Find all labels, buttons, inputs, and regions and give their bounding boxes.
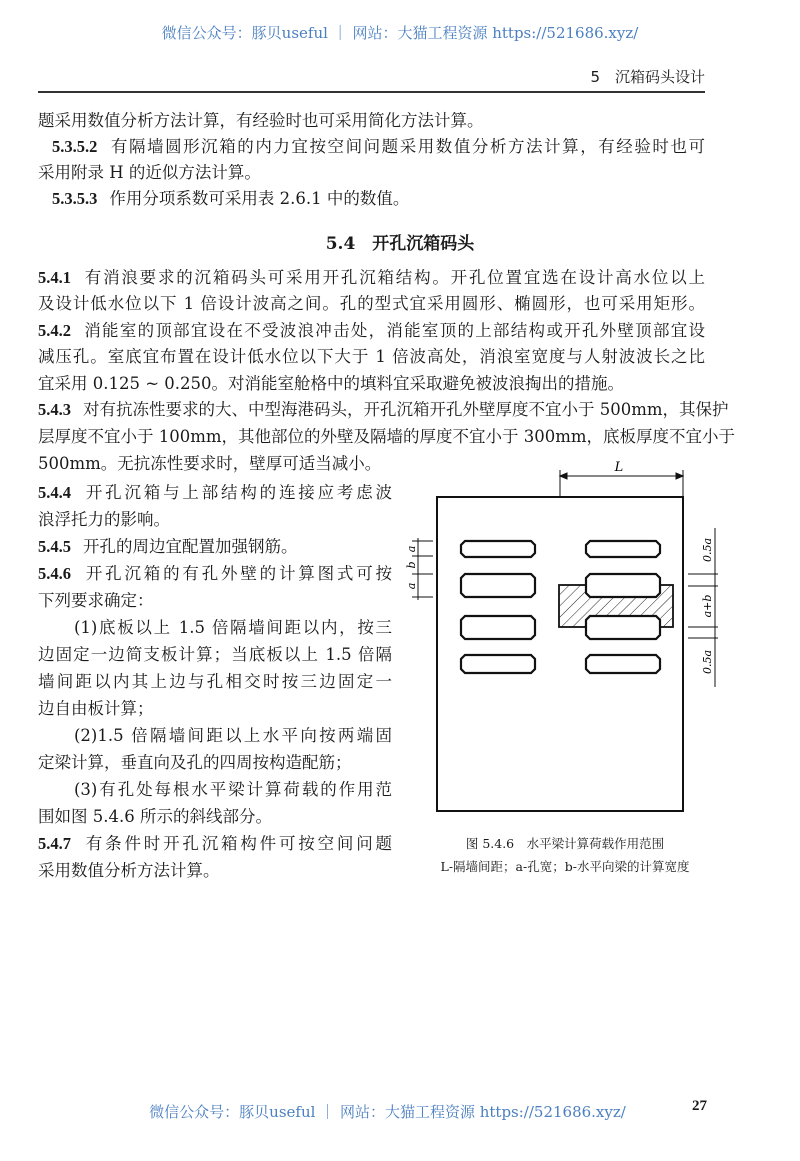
paragraph-line: 浪浮托力的影响。 xyxy=(38,510,170,529)
clause-number: 5.4.6 xyxy=(38,564,71,583)
opening xyxy=(461,541,535,557)
running-header: 5 沉箱码头设计 xyxy=(590,68,705,86)
page-number: 27 xyxy=(692,1098,707,1114)
label-a-plus-b: a+b xyxy=(701,594,714,618)
paragraph-line: 500mm。无抗冻性要求时，壁厚可适当减小。 xyxy=(38,454,382,473)
clause-text: 对有抗冻性要求的大、中型海港码头，开孔沉箱开孔外壁厚度不宜小于 500mm，其保护 xyxy=(83,400,729,419)
clause-number: 5.4.2 xyxy=(38,321,71,340)
clause-number: 5.4.5 xyxy=(38,537,71,556)
clause-text: 开孔沉箱与上部结构的连接应考虑波 xyxy=(83,483,392,502)
figure-caption: 图 5.4.6 水平梁计算荷载作用范围 xyxy=(465,836,665,851)
paragraph-line: 宜采用 0.125 ~ 0.250。对消能室舱格中的填料宜采取避免被波浪掏出的措施。 xyxy=(38,374,625,393)
paragraph-line: 层厚度不宜小于 100mm，其他部位的外壁及隔墙的厚度不宜小于 300mm，底板厚度不宜小于 xyxy=(38,427,736,446)
label-L: L xyxy=(614,460,624,475)
paragraph-line: 减压孔。室底宜布置在设计低水位以下大于 1 倍波高处，消浪室宽度与人射波波长之比 xyxy=(38,347,705,366)
clause-text: 开孔沉箱的有孔外壁的计算图式可按 xyxy=(83,564,392,583)
paragraph-line: 下列要求确定： xyxy=(38,591,154,610)
list-item-3: (3)有孔处每根水平梁计算荷载的作用范 xyxy=(74,780,392,799)
clause-number: 5.4.1 xyxy=(38,268,71,287)
label-0-5a: 0.5a xyxy=(701,537,714,563)
list-item-2: (2)1.5 倍隔墙间距以上水平向按两端固 xyxy=(74,726,392,745)
section-title: 5.4 开孔沉箱码头 xyxy=(325,234,475,254)
opening xyxy=(586,541,660,557)
list-item-1: (1)底板以上 1.5 倍隔墙间距以内，按三 xyxy=(74,618,392,637)
paragraph-line: 边自由板计算； xyxy=(38,699,154,718)
opening xyxy=(461,655,535,673)
clause-text: 开孔的周边宜配置加强钢筋。 xyxy=(83,537,298,556)
opening xyxy=(461,574,535,597)
clause-number: 5.4.3 xyxy=(38,400,71,419)
clause-number: 5.4.4 xyxy=(38,483,71,502)
opening xyxy=(461,616,535,639)
watermark-bottom: 微信公众号：豚贝useful ｜ 网站：大猫工程资源 https://521686.xyz/ xyxy=(149,1103,626,1121)
figure-legend: L-隔墙间距；a-孔宽；b-水平向梁的计算宽度 xyxy=(440,859,690,874)
opening xyxy=(586,574,660,597)
paragraph-line: 及设计低水位以下 1 倍设计波高之间。孔的型式宜采用圆形、椭圆形，也可采用矩形。 xyxy=(38,294,705,313)
paragraph-line: 采用数值分析方法计算。 xyxy=(38,861,220,880)
label-a: a xyxy=(405,582,418,590)
paragraph-line: 墙间距以内其上边与孔相交时按三边固定一 xyxy=(38,672,392,691)
label-0-5a: 0.5a xyxy=(701,649,714,675)
paragraph-line: 边固定一边简支板计算；当底板以上 1.5 倍隔 xyxy=(38,645,392,664)
label-b: b xyxy=(405,561,418,569)
paragraph-line: 围如图 5.4.6 所示的斜线部分。 xyxy=(38,807,272,826)
clause-text: 消能室的顶部宜设在不受波浪冲击处，消能室顶的上部结构或开孔外壁顶部宜设 xyxy=(83,321,705,340)
clause-text: 有条件时开孔沉箱构件可按空间问题 xyxy=(83,834,392,853)
clause-number: 5.4.7 xyxy=(38,834,71,853)
clause-text: 有消浪要求的沉箱码头可采用开孔沉箱结构。开孔位置宜选在设计高水位以上 xyxy=(83,268,705,287)
clause-number: 5.3.5.2 xyxy=(52,137,98,156)
label-a: a xyxy=(405,545,418,553)
clause-number: 5.3.5.3 xyxy=(52,189,98,208)
paragraph-line: 采用附录 H 的近似方法计算。 xyxy=(38,163,261,182)
paragraph-line: 题采用数值分析方法计算，有经验时也可采用简化方法计算。 xyxy=(38,111,484,130)
paragraph-line: 定梁计算，垂直向及孔的四周按构造配筋； xyxy=(38,753,352,772)
watermark-top: 微信公众号：豚贝useful ｜ 网站：大猫工程资源 https://521686.xyz/ xyxy=(161,24,639,42)
opening xyxy=(586,616,660,639)
opening xyxy=(586,655,660,673)
clause-text: 作用分项系数可采用表 2.6.1 中的数值。 xyxy=(109,189,410,208)
clause-text: 有隔墙圆形沉箱的内力宜按空间问题采用数值分析方法计算，有经验时也可 xyxy=(109,137,705,156)
